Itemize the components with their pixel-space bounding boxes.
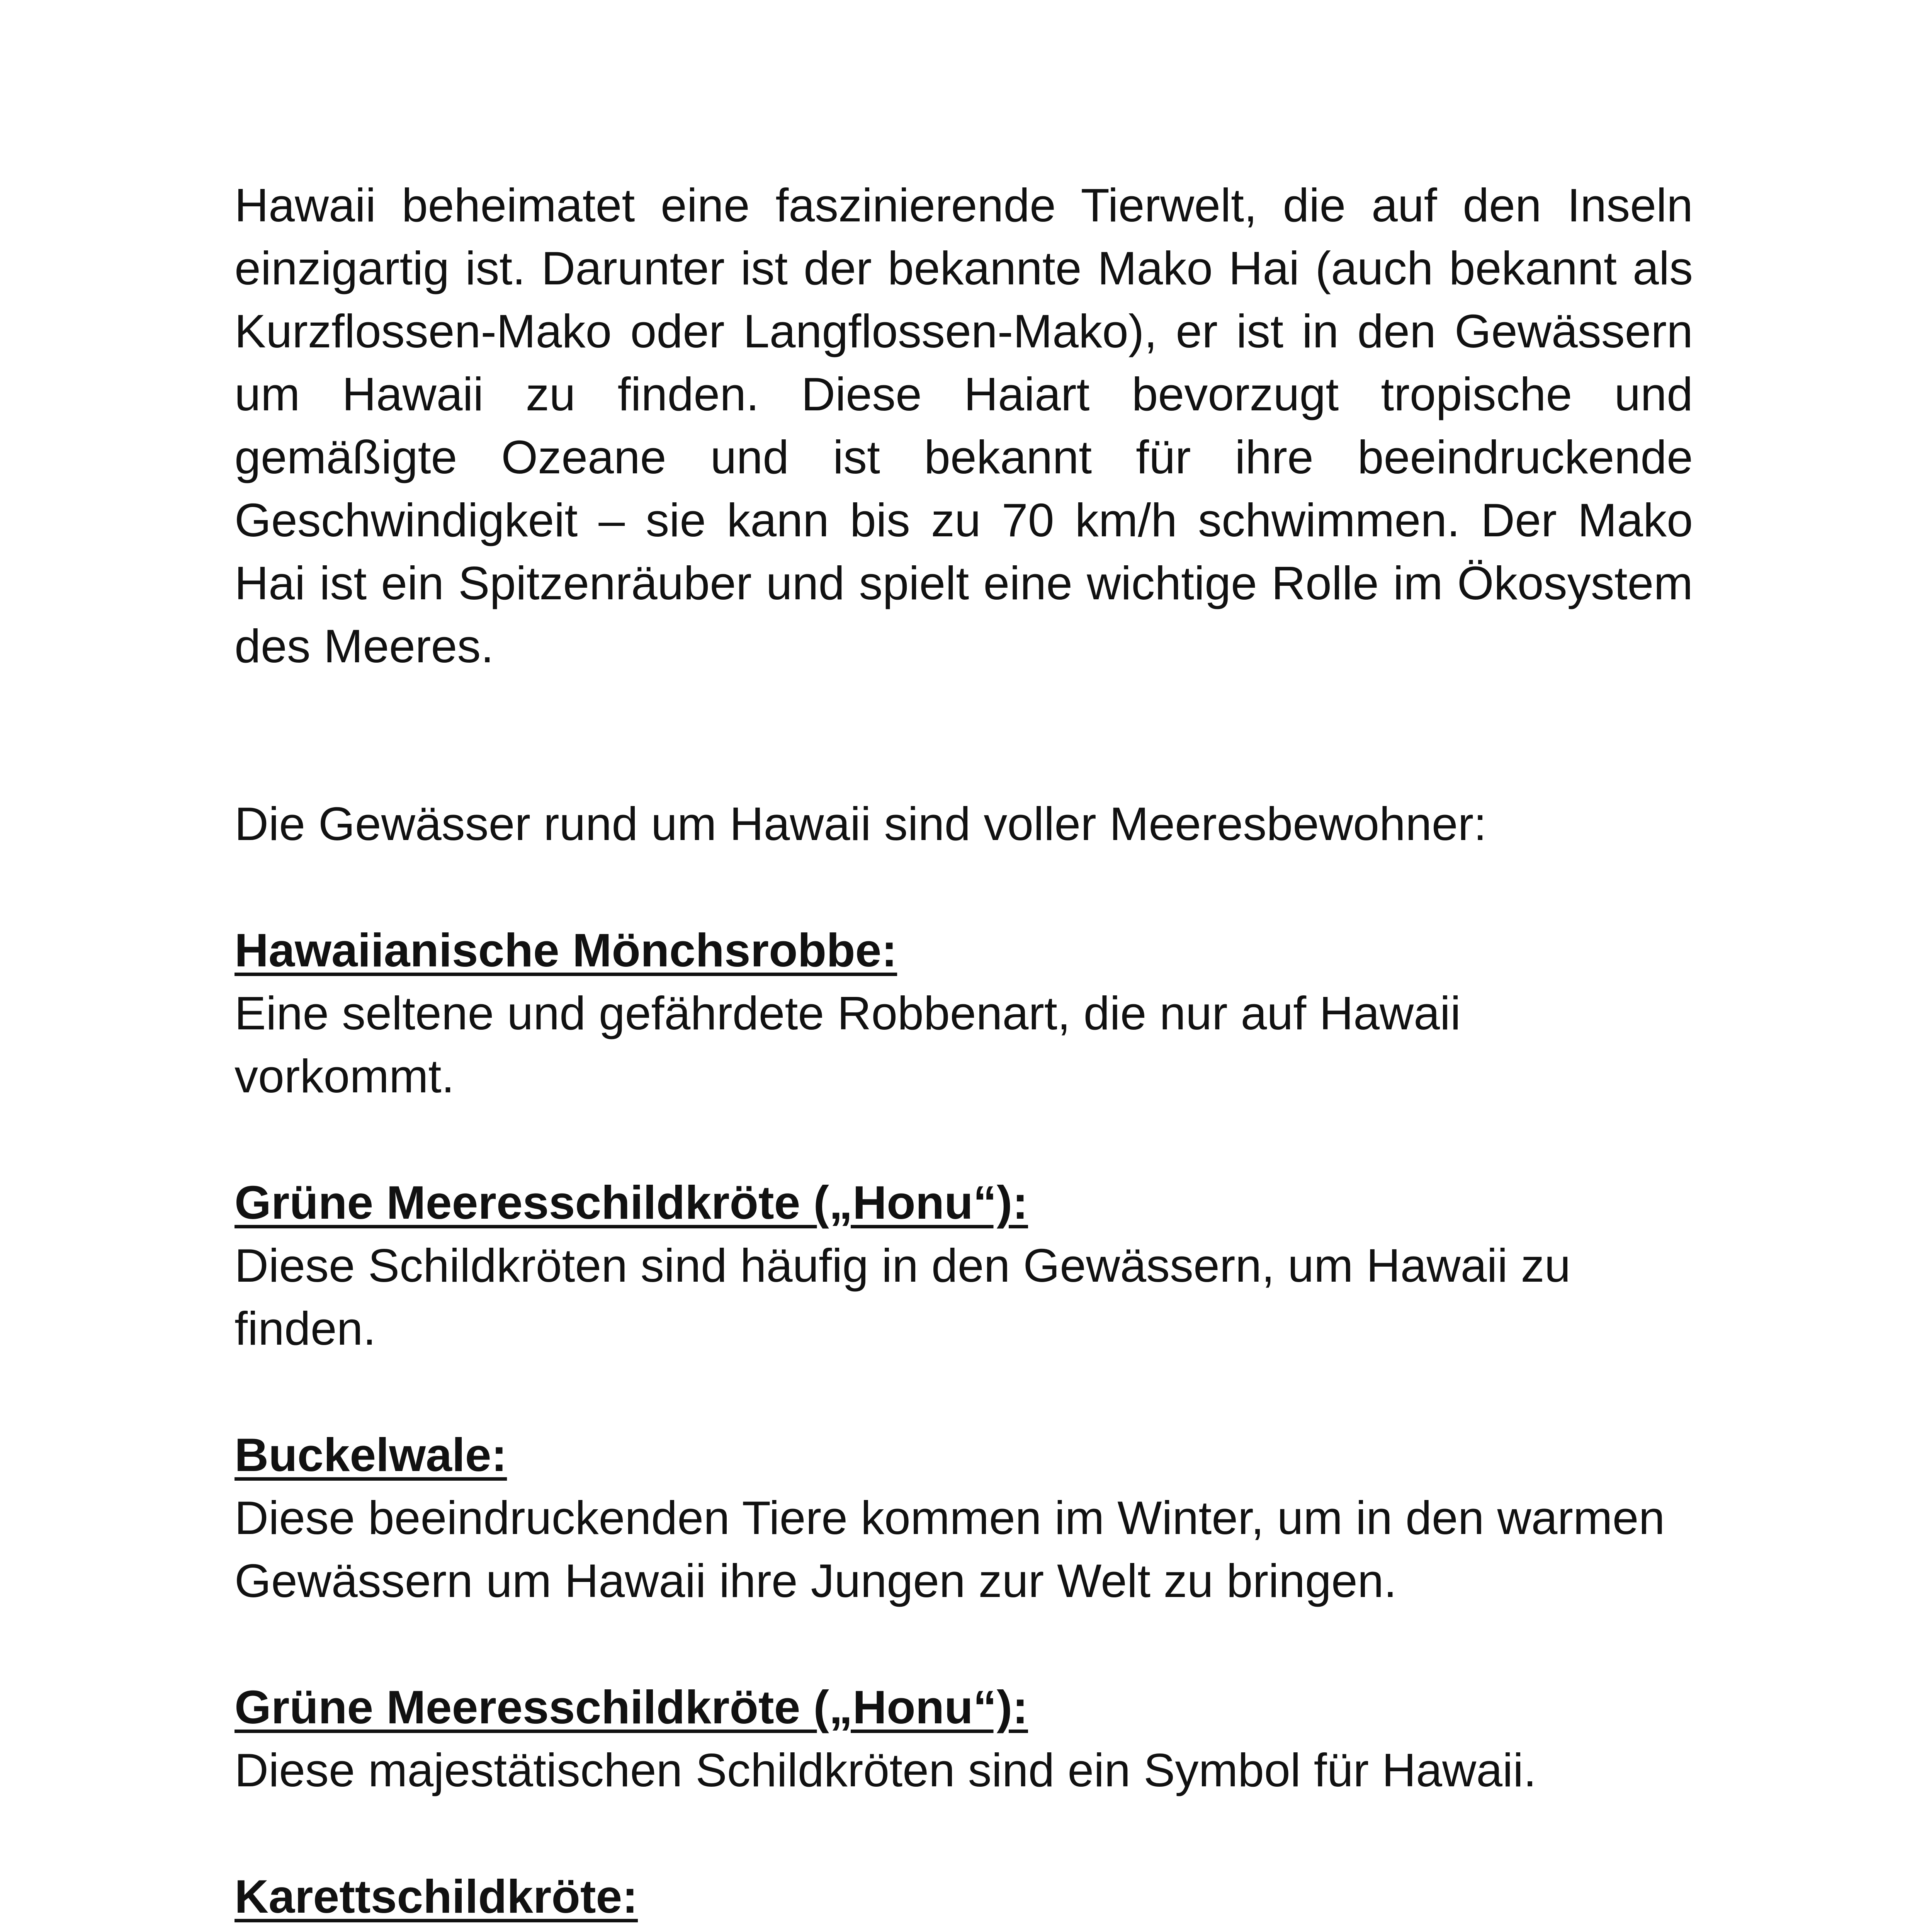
section-term: Hawaiianische Mönchsrobbe: [235,924,897,976]
lead-sentence: Die Gewässer rund um Hawaii sind voller Meeresbewohner: [235,798,1487,850]
section-term: Grüne Meeresschildkröte („Honu“): [235,1176,1028,1229]
section-description: Diese Schildkröten sind häufig in den Gewässern, um Hawaii zu finden. [235,1239,1571,1355]
section-description [235,1928,1693,1932]
section-green-sea-turtle-2 [235,1676,1693,1802]
section-term: Karettschildkröte: [235,1870,638,1923]
section-green-sea-turtle [235,1171,1693,1360]
section-term: Buckelwale: [235,1429,507,1481]
section-monk-seal [235,919,1693,1108]
section-humpback-whales [235,1423,1693,1612]
section-description: Diese beeindruckenden Tiere kommen im Winter, um in den warmen Gewässern um Hawaii ihre Jungen zur Welt zu bringen. [235,1492,1665,1607]
page-content [235,174,1693,1932]
section-description: Eine seltene und gefährdete Robbenart, die nur auf Hawaii vorkommt. [235,987,1461,1102]
section-hawksbill-turtle [235,1865,1693,1932]
section-description: Diese majestätischen Schildkröten sind ein Symbol für Hawaii. [235,1744,1537,1796]
intro-paragraph: Hawaii beheimatet eine faszinierende Tierwelt, die auf den Inseln einzigartig ist. Darunter ist der bekannte Mako Hai (auch bekannt als Kurzflossen-Mako oder Langflossen-Mako), er ist in den Gewässern um Hawaii zu finden. Diese Haiart bevorzugt tropische und gemäßigte Ozeane und ist bekannt für ihre beeindruckende Geschwindigkeit – sie kann bis zu 70 km/h schwimmen. Der Mako Hai ist ein Spitzenräuber und spielt eine wichtige Rolle im Ökosystem des Meeres. [235,179,1693,672]
section-term: Grüne Meeresschildkröte („Honu“): [235,1681,1028,1733]
